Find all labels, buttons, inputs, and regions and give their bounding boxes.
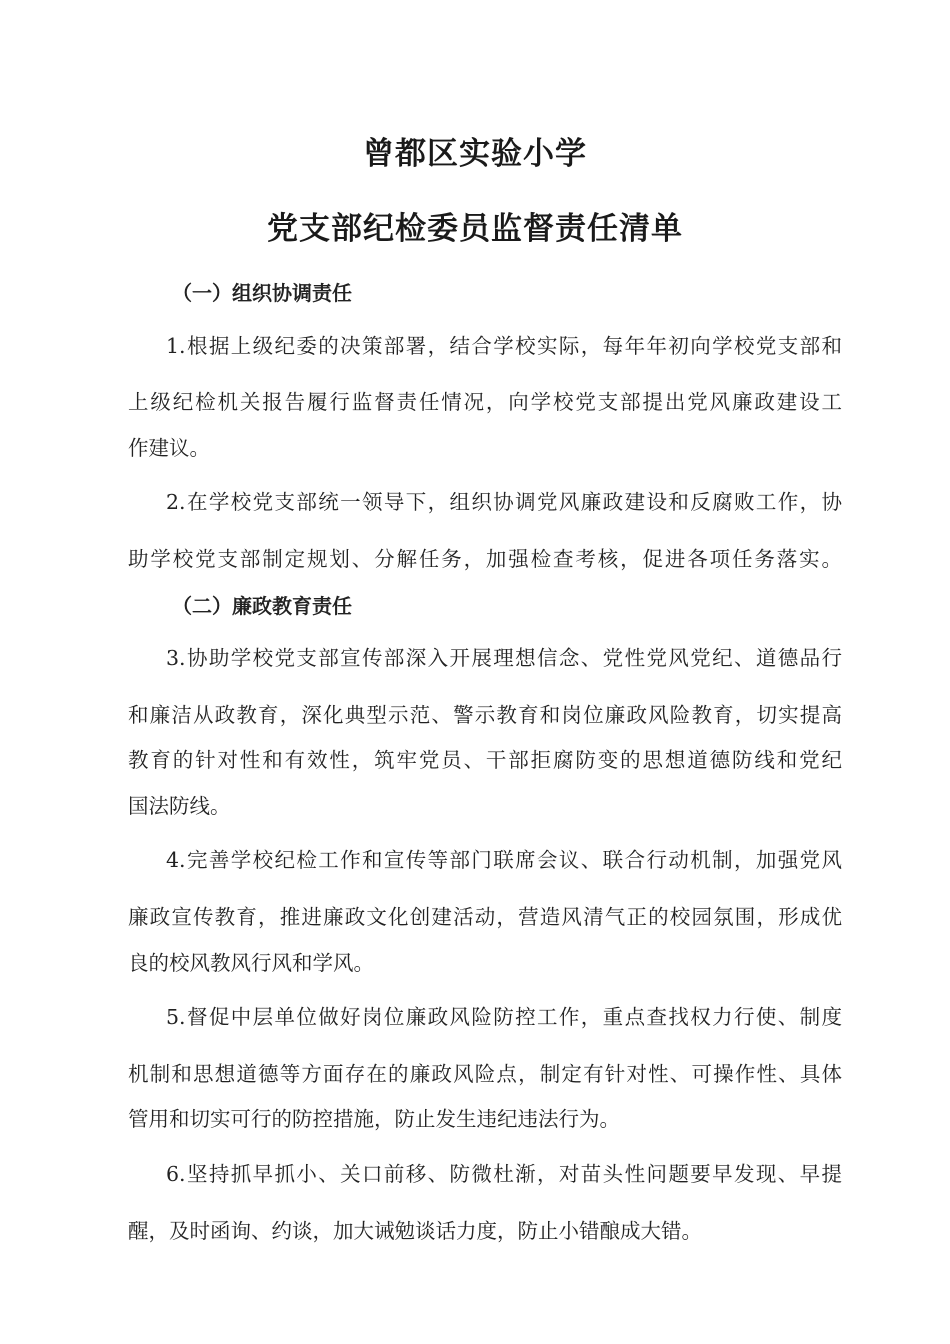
paragraph-1-line-3: 作建议。 xyxy=(128,436,210,460)
paragraph-4-line-3: 良的校风教风行风和学风。 xyxy=(128,951,374,975)
paragraph-2-line-2: 助学校党支部制定规划、分解任务，加强检查考核，促进各项任务落实。 xyxy=(128,547,842,571)
paragraph-1-line-2: 上级纪检机关报告履行监督责任情况，向学校党支部提出党风廉政建设工 xyxy=(128,390,842,414)
document-title: 党支部纪检委员监督责任清单 xyxy=(267,211,683,247)
paragraph-6-line-1: 6.坚持抓早抓小、关口前移、防微杜渐，对苗头性问题要早发现、早提 xyxy=(166,1162,842,1186)
paragraph-4-line-1: 4.完善学校纪检工作和宣传等部门联席会议、联合行动机制，加强党风 xyxy=(166,848,842,872)
paragraph-5-line-2: 机制和思想道德等方面存在的廉政风险点，制定有针对性、可操作性、具体 xyxy=(128,1062,842,1086)
paragraph-4-line-2: 廉政宣传教育，推进廉政文化创建活动，营造风清气正的校园氛围，形成优 xyxy=(128,905,842,929)
section-heading-education: （二）廉政教育责任 xyxy=(172,594,352,618)
paragraph-5-line-3: 管用和切实可行的防控措施，防止发生违纪违法行为。 xyxy=(128,1107,620,1131)
paragraph-3-line-1: 3.协助学校党支部宣传部深入开展理想信念、党性党风党纪、道德品行 xyxy=(166,646,842,670)
paragraph-2-line-1: 2.在学校党支部统一领导下，组织协调党风廉政建设和反腐败工作，协 xyxy=(166,490,842,514)
paragraph-3-line-4: 国法防线。 xyxy=(128,794,231,818)
section-heading-organization: （一）组织协调责任 xyxy=(172,281,352,305)
paragraph-1-line-1: 1.根据上级纪委的决策部署，结合学校实际，每年年初向学校党支部和 xyxy=(166,334,842,358)
paragraph-5-line-1: 5.督促中层单位做好岗位廉政风险防控工作，重点查找权力行使、制度 xyxy=(166,1005,842,1029)
paragraph-3-line-2: 和廉洁从政教育，深化典型示范、警示教育和岗位廉政风险教育，切实提高 xyxy=(128,703,842,727)
paragraph-6-line-2: 醒，及时函询、约谈，加大诫勉谈话力度，防止小错酿成大错。 xyxy=(128,1219,702,1243)
school-name-title: 曾都区实验小学 xyxy=(363,136,587,172)
paragraph-3-line-3: 教育的针对性和有效性，筑牢党员、干部拒腐防变的思想道德防线和党纪 xyxy=(128,748,842,772)
